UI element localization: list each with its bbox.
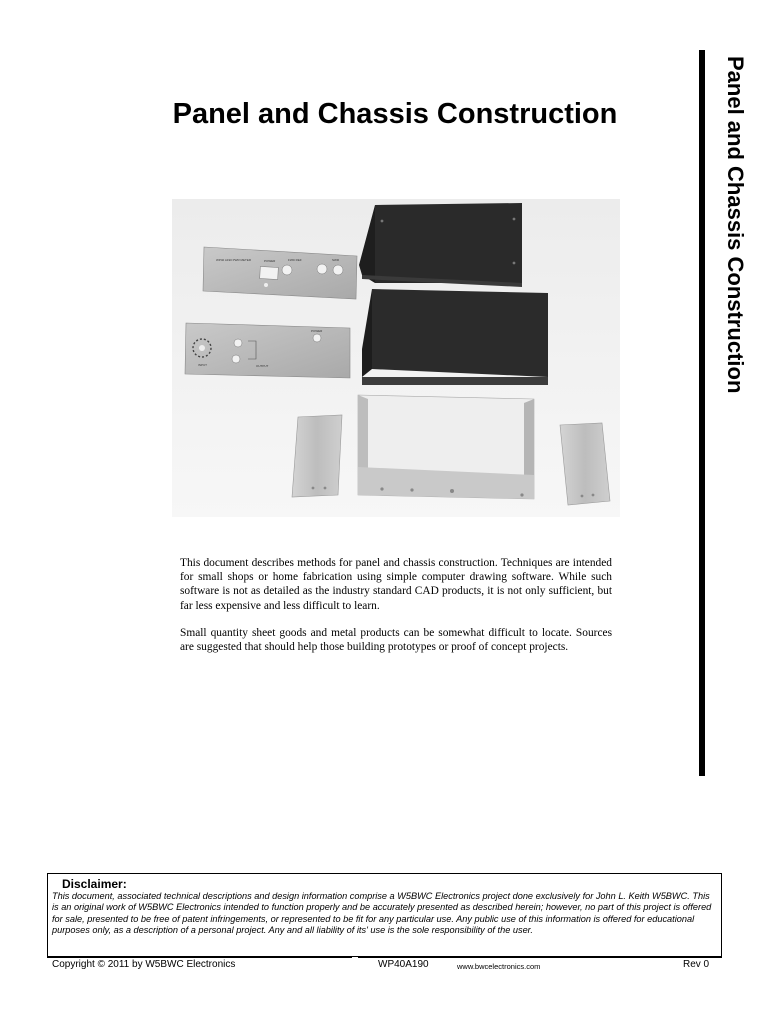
footer-copyright: Copyright © 2011 by W5BWC Electronics [52, 959, 236, 970]
page-title: Panel and Chassis Construction [172, 98, 618, 130]
side-plate-left [292, 415, 342, 497]
panel-label: WP40 A190 PWR METER [216, 258, 252, 262]
panel-label: POWER [311, 329, 323, 333]
disclaimer-heading: Disclaimer: [62, 877, 127, 891]
footer-divider [47, 957, 352, 958]
front-panel-bottom [185, 323, 350, 378]
chassis-photo [172, 199, 620, 517]
panel-label: POWER [264, 259, 276, 263]
side-title: Panel and Chassis Construction [723, 56, 748, 394]
front-panel-top [203, 247, 357, 299]
panel-label: FWD REF [288, 258, 302, 262]
panel-label: OUTPUT [256, 364, 269, 368]
black-cover-top [359, 203, 522, 287]
disclaimer-text: This document, associated technical descriptions and design information comprise a W5BWC Electronics project done exclusively for John L. Keith W5BWC. This is an original work of W5BWC Electronics intended to function properly and be accurately presented as described herein; however, no part of this project is offered for sale, presented to be free of patent infringements, or represented to be fit for any particular use. Any public use of this information is offered for educational purposes only, as a description of a personal project. Any and all liability of its' use is the sole responsibility of the user. [52, 891, 712, 935]
disclaimer-box [47, 873, 722, 957]
side-divider [699, 50, 705, 776]
chassis-tray [358, 395, 534, 499]
intro-paragraph: This document describes methods for panel and chassis construction. Techniques are intended for small shops or home fabrication using simple computer drawing software. While such software is not as detailed as the industry standard CAD products, it is not only sufficient, but far less expensive and less difficult to learn. [180, 557, 612, 612]
footer-revision: Rev 0 [683, 959, 710, 970]
footer-divider [358, 957, 722, 958]
footer-website: www.bwcelectronics.com [457, 962, 541, 971]
intro-text [180, 556, 612, 667]
side-plate-right [560, 423, 610, 505]
intro-paragraph: Small quantity sheet goods and metal products can be somewhat difficult to locate. Sources are suggested that should help those building prototypes or proof of concept projects. [180, 626, 612, 654]
panel-label: SWR [332, 258, 339, 262]
panel-label: INPUT [198, 363, 207, 367]
footer-doc-number: WP40A190 [378, 959, 429, 970]
